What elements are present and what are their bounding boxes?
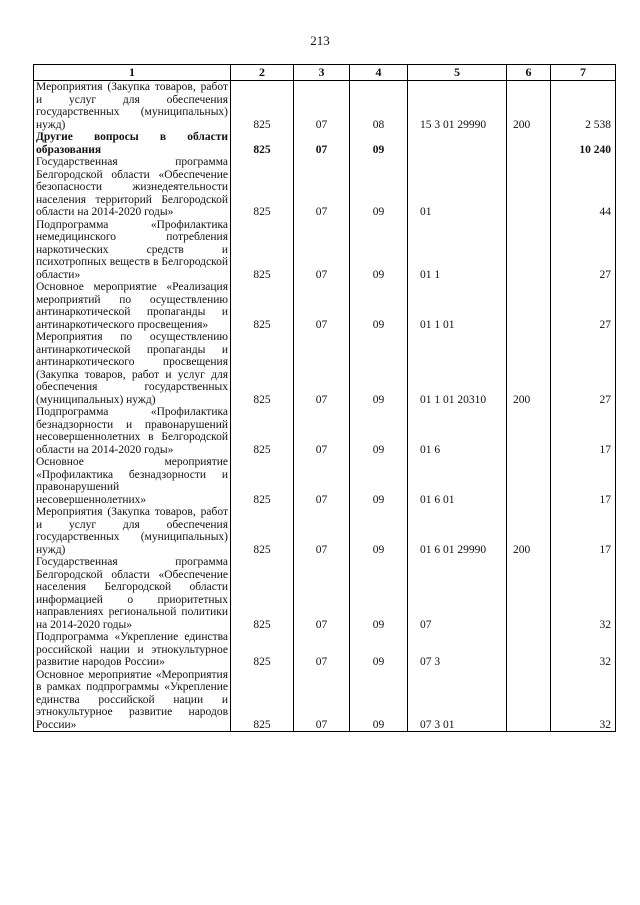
cell-target-article: 15 3 01 29990 [408,81,507,132]
cell-amount: 27 [551,281,616,331]
row-description: Другие вопросы в области образования [34,131,231,156]
cell-target-article: 01 1 01 [408,281,507,331]
cell-target-article: 01 6 01 [408,456,507,506]
cell-amount: 44 [551,156,616,219]
row-description: Основное мероприятие «Мероприятия в рамках подпрограммы «Укрепление единства российской нации и этнокультурное развитие народов России» [34,669,231,732]
cell-ministry-code: 825 [231,406,294,456]
cell-target-article: 01 1 01 20310 [408,331,507,406]
cell-ministry-code: 825 [231,219,294,282]
cell-ministry-code: 825 [231,506,294,556]
table-row [34,556,616,631]
cell-amount: 17 [551,506,616,556]
cell-subsection: 09 [350,406,408,456]
cell-expense-type [507,281,551,331]
table-row [34,456,616,506]
table-header [34,65,616,81]
cell-target-article: 01 6 [408,406,507,456]
table-row [34,156,616,219]
cell-expense-type: 200 [507,506,551,556]
cell-section: 07 [294,631,350,669]
cell-subsection: 09 [350,131,408,156]
cell-section: 07 [294,556,350,631]
cell-ministry-code: 825 [231,456,294,506]
cell-ministry-code: 825 [231,556,294,631]
cell-ministry-code: 825 [231,281,294,331]
cell-expense-type [507,219,551,282]
row-description: Основное мероприятие «Реализация мероприятий по осуществлению антинаркотической пропаганды и антинаркотического просвещения» [34,281,231,331]
cell-section: 07 [294,156,350,219]
cell-amount: 32 [551,556,616,631]
cell-expense-type [507,131,551,156]
table-row [34,131,616,156]
cell-ministry-code: 825 [231,331,294,406]
header-col-4: 4 [350,65,408,81]
cell-subsection: 09 [350,556,408,631]
row-description: Подпрограмма «Профилактика безнадзорности и правонарушений несовершеннолетних в Белгородской области на 2014-2020 годы» [34,406,231,456]
cell-section: 07 [294,81,350,132]
table-row [34,669,616,732]
row-description: Мероприятия по осуществлению антинаркотической пропаганды и антинаркотического просвещения (Закупка товаров, работ и услуг для обеспечения государственных (муниципальных) нужд) [34,331,231,406]
cell-ministry-code: 825 [231,156,294,219]
header-col-2: 2 [231,65,294,81]
table-row [34,406,616,456]
cell-section: 07 [294,406,350,456]
cell-target-article [408,131,507,156]
header-col-5: 5 [408,65,507,81]
cell-expense-type [507,156,551,219]
cell-section: 07 [294,456,350,506]
cell-amount: 27 [551,219,616,282]
cell-subsection: 09 [350,281,408,331]
header-col-6: 6 [507,65,551,81]
cell-ministry-code: 825 [231,631,294,669]
table-row [34,81,616,132]
row-description: Мероприятия (Закупка товаров, работ и услуг для обеспечения государственных (муниципальных) нужд) [34,81,231,132]
page-number: 213 [310,33,330,48]
header-col-7: 7 [551,65,616,81]
header-row [34,65,616,81]
cell-amount: 32 [551,669,616,732]
row-description: Подпрограмма «Профилактика немедицинского потребления наркотических средств и психотропных веществ в Белгородской области» [34,219,231,282]
cell-ministry-code: 825 [231,669,294,732]
row-description: Основное мероприятие «Профилактика безнадзорности и правонарушений несовершеннолетних» [34,456,231,506]
cell-subsection: 09 [350,631,408,669]
table-row [34,506,616,556]
cell-target-article: 07 [408,556,507,631]
cell-expense-type [507,456,551,506]
row-description: Мероприятия (Закупка товаров, работ и услуг для обеспечения государственных (муниципальных) нужд) [34,506,231,556]
cell-subsection: 09 [350,456,408,506]
cell-section: 07 [294,331,350,406]
cell-target-article: 07 3 01 [408,669,507,732]
cell-amount: 2 538 [551,81,616,132]
cell-section: 07 [294,219,350,282]
cell-expense-type: 200 [507,331,551,406]
cell-section: 07 [294,669,350,732]
cell-subsection: 09 [350,669,408,732]
cell-target-article: 01 [408,156,507,219]
header-col-3: 3 [294,65,350,81]
cell-amount: 10 240 [551,131,616,156]
cell-subsection: 08 [350,81,408,132]
cell-subsection: 09 [350,219,408,282]
row-description: Государственная программа Белгородской области «Обеспечение населения Белгородской области информацией о приоритетных направлениях региональной политики на 2014-2020 годы» [34,556,231,631]
cell-amount: 17 [551,406,616,456]
cell-ministry-code: 825 [231,131,294,156]
cell-amount: 17 [551,456,616,506]
cell-target-article: 07 3 [408,631,507,669]
table-row [34,281,616,331]
cell-section: 07 [294,281,350,331]
cell-expense-type [507,406,551,456]
cell-ministry-code: 825 [231,81,294,132]
cell-expense-type [507,556,551,631]
row-description: Подпрограмма «Укрепление единства российской нации и этнокультурное развитие народов России» [34,631,231,669]
cell-expense-type [507,669,551,732]
cell-expense-type: 200 [507,81,551,132]
table-body [34,81,616,732]
budget-table [33,64,616,732]
cell-subsection: 09 [350,331,408,406]
cell-target-article: 01 1 [408,219,507,282]
cell-target-article: 01 6 01 29990 [408,506,507,556]
header-col-1: 1 [34,65,231,81]
cell-section: 07 [294,131,350,156]
cell-section: 07 [294,506,350,556]
cell-subsection: 09 [350,506,408,556]
row-description: Государственная программа Белгородской области «Обеспечение безопасности жизнедеятельности населения территорий Белгородской области на 2014-2020 годы» [34,156,231,219]
table-row [34,631,616,669]
cell-amount: 32 [551,631,616,669]
table-row [34,331,616,406]
cell-expense-type [507,631,551,669]
cell-amount: 27 [551,331,616,406]
cell-subsection: 09 [350,156,408,219]
table-row [34,219,616,282]
